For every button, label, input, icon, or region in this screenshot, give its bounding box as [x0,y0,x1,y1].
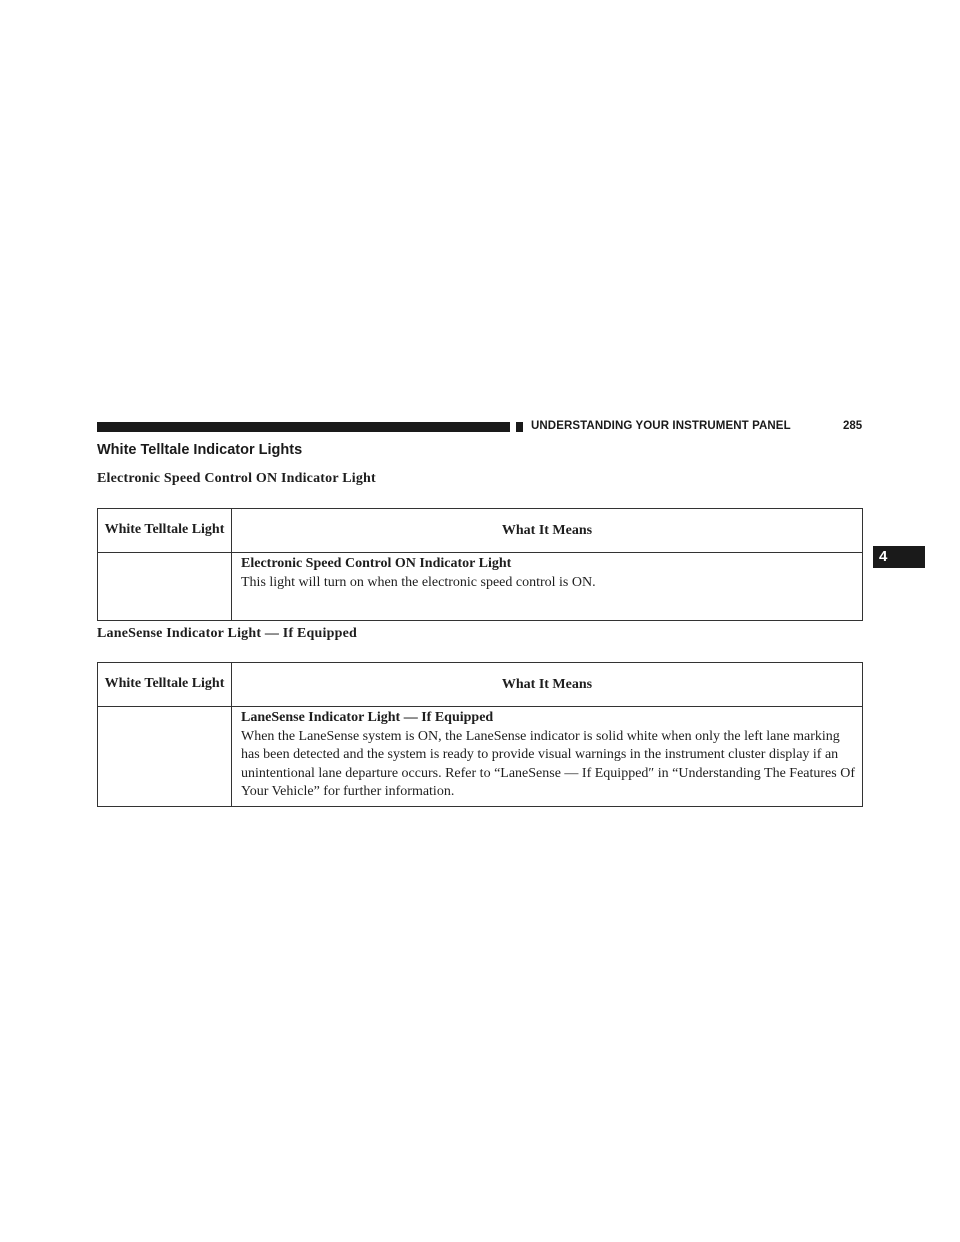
header-what-it-means: What It Means [232,663,863,707]
telltale-table-speed-control [97,508,863,621]
subheading-speed-control: Electronic Speed Control ON Indicator Light [97,471,376,486]
table-header-row [98,663,863,707]
page-number: 285 [843,420,863,432]
table-row [98,553,863,621]
subheading-lanesense: LaneSense Indicator Light — If Equipped [97,626,357,641]
section-title: White Telltale Indicator Lights [97,442,303,458]
description-body: When the LaneSense system is ON, the LaneSense indicator is solid white when only the left lane marking has been detected and the system is ready to provide visual warnings in the instrument cluster display if an unintentional lane departure occurs. Refer to “LaneSense — If Equipped″ in “Understanding The Features Of Your Vehicle” for further information. [241,728,855,799]
table-row [98,707,863,807]
description-title: LaneSense Indicator Light — If Equipped [241,710,494,725]
header-white-telltale-light: White Telltale Light [98,509,232,553]
description-title: Electronic Speed Control ON Indicator Light [241,556,512,571]
header-white-telltale-light: White Telltale Light [98,663,232,707]
telltale-table-lanesense [97,662,863,807]
telltale-icon-cell [98,707,232,807]
running-head-title: UNDERSTANDING YOUR INSTRUMENT PANEL [531,420,791,432]
table-header-row [98,509,863,553]
description-body: This light will turn on when the electronic speed control is ON. [241,574,596,590]
header-what-it-means: What It Means [232,509,863,553]
header-rule-end [516,422,523,432]
description-cell [232,553,863,621]
chapter-tab: 4 [873,546,925,568]
header-rule [97,422,510,432]
description-cell [232,707,863,807]
telltale-icon-cell [98,553,232,621]
